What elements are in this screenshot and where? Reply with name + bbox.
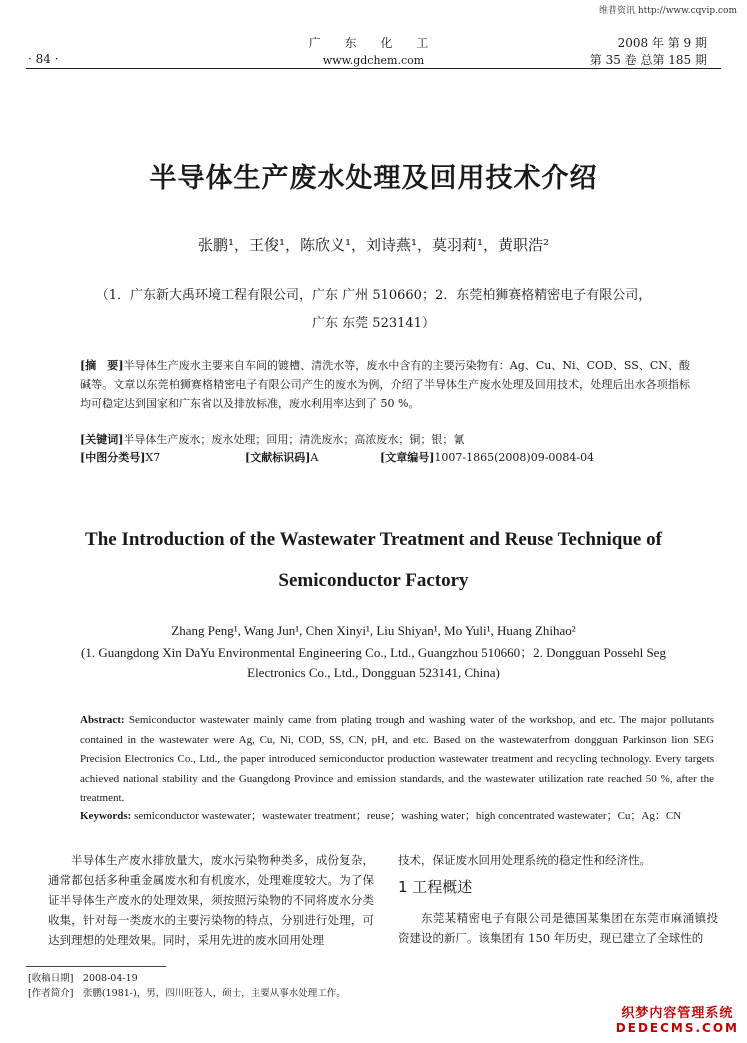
clc-field: [中图分类号]X7 <box>80 451 161 464</box>
abstract-en-text: Semiconductor wastewater mainly came from plating trough and washing water of the workshop, and etc. The major pollutants contained in the wastewater were Ag, Cu, Ni, COD, SS, CN, pH, and etc. Based on the wastewaterfrom dongguan Parkinson lion SEG Precision Electronics Co., Ltd., the paper introduced semiconductor production wastewater treatment and recycling technology. Every targets achieved national stability and the Guangdong Province and emission standards, and the wastewater utilization rate reached 50 %, after the treatment. <box>80 714 715 804</box>
body-right-continuation: 技术，保证废水回用处理系统的稳定性和经济性。 <box>398 853 651 867</box>
header-rule <box>26 68 721 69</box>
body-right-paragraph: 东莞某精密电子有限公司是德国某集团在东莞市麻涌镇投资建设的新厂。该集团有 150 年历史，现已建立了全球性的 <box>398 911 718 945</box>
doc-code-field: [文献标识码]A <box>245 451 319 464</box>
article-no-field: [文章编号]1007-1865(2008)09-0084-04 <box>380 451 595 464</box>
footnote-received: [收稿日期] 2008-04-19 <box>28 973 138 984</box>
abstract-cn-label: [摘 要] <box>80 359 124 372</box>
body-left-paragraph: 半导体生产废水排放量大，废水污染物种类多，成份复杂，通常都包括多种重金属废水和有机废水，处理难度较大。为了保证半导体生产废水的处理效果，须按照污染物的不同将废水分类收集，针对每一类废水的主要污染物的特点，分别进行处理，可达到理想的处理效果。同时，采用先进的废水回用处理 <box>48 853 374 947</box>
abstract-en-label: Abstract: <box>80 714 125 726</box>
title-en-line2: Semiconductor Factory <box>278 570 469 591</box>
title-en-line1: The Introduction of the Wastewater Treatment and Reuse Technique of <box>85 529 662 550</box>
keywords-en-label: Keywords: <box>80 810 132 822</box>
keywords-en-text: semiconductor wastewater；wastewater treatment；reuse；washing water；high concentrated wastewater；Cu；Ag：CN <box>134 810 682 822</box>
page-number: · 84 · <box>28 52 59 66</box>
affiliation-en: (1. Guangdong Xin DaYu Environmental Engineering Co., Ltd., Guangzhou 510660；2. Dongguan Possehl Seg Electronics Co., Ltd., Dongguan 523141, China) <box>81 645 666 680</box>
keywords-cn-text: 半导体生产废水；废水处理；回用；清洗废水；高浓废水；铜；银；氰 <box>123 433 465 446</box>
watermark-logo <box>616 1002 739 1035</box>
issue-info <box>590 35 707 69</box>
keywords-cn-label: [关键词] <box>80 433 124 446</box>
journal-website: www.gdchem.com <box>322 54 425 67</box>
keywords-cn <box>80 430 690 449</box>
abstract-cn <box>80 356 690 413</box>
authors-cn: 张鹏¹，王俊¹，陈欣义¹，刘诗燕¹，莫羽莉¹，黄职浩² <box>197 236 550 254</box>
watermark-line2: DEDECMS.COM <box>615 1021 739 1035</box>
issue-volume: 第 35 卷 总第 185 期 <box>589 53 707 67</box>
journal-name: 广 东 化 工 <box>308 36 439 50</box>
affiliation-cn-line1: （1．广东新大禹环境工程有限公司，广东 广州 510660；2．东莞柏狮赛格精密电子有限公司， <box>95 288 652 303</box>
abstract-en <box>80 711 714 809</box>
watermark-line1: 织梦内容管理系统 <box>621 1006 734 1021</box>
section-heading: 1 工程概述 <box>398 878 473 896</box>
affiliation-cn-line2: 广东 东莞 523141） <box>312 316 435 331</box>
keywords-en <box>80 807 720 823</box>
authors-en: Zhang Peng¹, Wang Jun¹, Chen Xinyi¹, Liu Shiyan¹, Mo Yuli¹, Huang Zhihao² <box>171 623 576 638</box>
footnote-author-bio: [作者简介] 张鹏(1981-)，男，四川旺苍人，硕士，主要从事水处理工作。 <box>28 988 346 999</box>
archive-stamp: 维普资讯 http://www.cqvip.com <box>598 6 737 16</box>
title-cn: 半导体生产废水处理及回用技术介绍 <box>149 163 598 194</box>
footnote-rule <box>26 966 166 967</box>
issue-year: 2008 年 第 9 期 <box>617 36 707 50</box>
abstract-cn-text: 半导体生产废水主要来自车间的镀槽、清洗水等，废水中含有的主要污染物有：Ag、Cu、Ni、COD、SS、CN、酸碱等。文章以东莞柏狮赛格精密电子有限公司产生的废水为例，介绍了半导体生产废水处理及回用技术，处理后出水各项指标均可稳定达到国家和广东省以及排放标准，废水利用率达到了 50 %。 <box>80 359 690 410</box>
